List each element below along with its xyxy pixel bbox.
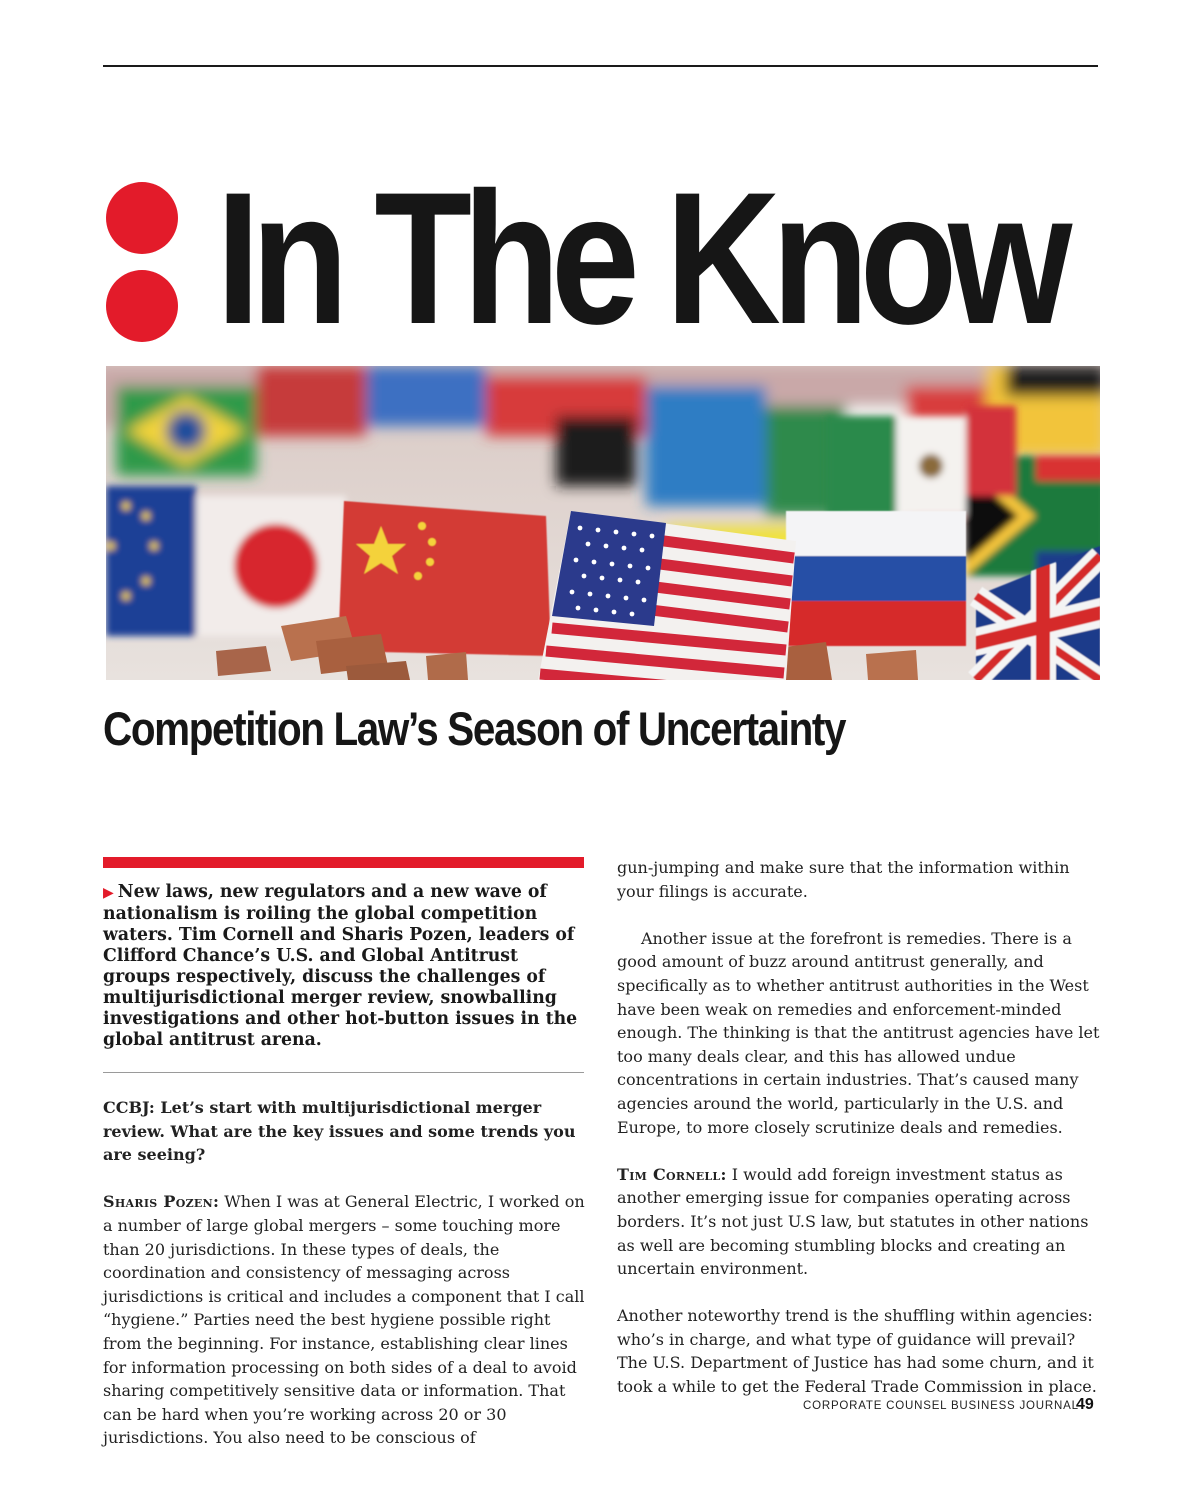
deck-divider [103, 1072, 584, 1073]
article-deck [103, 882, 583, 1051]
deck-text: New laws, new regulators and a new wave of nationalism is roiling the global competition waters. Tim Cornell and Sharis Pozen, leaders of Clifford Chance’s U.S. and Global Antitrust groups respectively, discuss the challenges of multijurisdictional merger review, snowballing investigations and other hot-button issues in the global antitrust arena. [103, 882, 578, 1050]
speaker-name: Sharis Pozen: [103, 1192, 220, 1212]
column-right [617, 856, 1102, 1399]
masthead-title: In The Know [216, 153, 1063, 363]
footer-publication: CORPORATE COUNSEL BUSINESS JOURNAL [803, 1400, 1079, 1412]
masthead-colon-dot-top [106, 182, 178, 254]
masthead-colon-dot-bottom [106, 270, 178, 342]
interview-question: CCBJ: Let’s start with multijurisdictional merger review. What are the key issues and some trends you are seeing? [103, 1098, 576, 1165]
answer-paragraph: Another issue at the forefront is remedies. There is a good amount of buzz around antitrust generally, and specifically as to whether antitrust authorities in the West have been weak on remedies and enforcement-minded enough. The thinking is that the antitrust agencies have let too many deals clear, and this has allowed undue concentrations in certain industries. That’s caused many agencies around the world, particularly in the U.S. and Europe, to more closely scrutinize deals and remedies. [617, 928, 1100, 1137]
deck-red-rule [103, 857, 584, 868]
article-headline: Competition Law’s Season of Uncertainty [103, 702, 846, 755]
answer-text: I would add foreign investment status as another emerging issue for companies operating across borders. It’s not just U.S law, but statutes in other nations as well are becoming stumbling blocks and creating an uncertain environment. [617, 1164, 1089, 1279]
top-rule [103, 65, 1098, 67]
answer-paragraph: Another noteworthy trend is the shuffling within agencies: who’s in charge, and what type of guidance will prevail? The U.S. Department of Justice has had some churn, and it took a while to get the Federal Trade Commission in place. [617, 1306, 1097, 1397]
answer-text: When I was at General Electric, I worked on a number of large global mergers – some touching more than 20 jurisdictions. In these types of deals, the coordination and consistency of messaging across jurisdictions is critical and includes a component that I call “hygiene.” Parties need the best hygiene possible right from the beginning. For instance, establishing clear lines for information processing on both sides of a deal to avoid sharing competitively sensitive data or information. That can be hard when you’re working across 20 or 30 jurisdictions. You also need to be conscious of [103, 1192, 585, 1448]
column-left [103, 1096, 588, 1450]
footer-page-number: 49 [1076, 1396, 1094, 1413]
answer-paragraph [103, 1190, 588, 1450]
answer-continuation: gun-jumping and make sure that the information within your filings is accurate. [617, 858, 1070, 901]
hero-image-flags [106, 366, 1100, 680]
answer-paragraph [617, 1163, 1102, 1281]
speaker-name: Tim Cornell: [617, 1164, 727, 1184]
play-arrow-icon: ▶ [103, 885, 114, 901]
